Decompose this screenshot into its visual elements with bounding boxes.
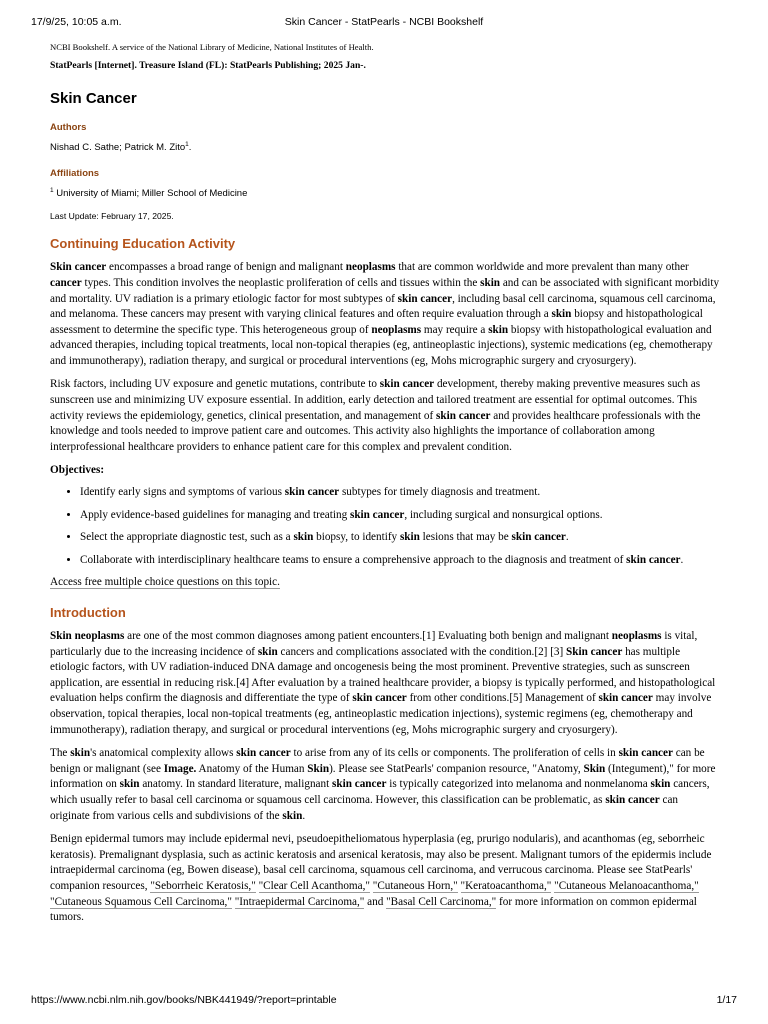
companion-resource-link[interactable]: "Cutaneous Squamous Cell Carcinoma,": [50, 895, 232, 908]
text-run: Benign epidermal tumors may include epidermal nevi, pseudoepitheliomatous hyperplasia (eg, prurigo nodularis), and acanthomas (eg, seborrheic keratosis). Premalignant dysplasia, such as actinic keratosis and arsenical keratosis, may also be present. Malignant tumors of the epidermis include intraepidermal carcinoma (eg, Bowen disease), basal cell carcinoma, squamous cell carcinoma, and verrucous carcinoma. Please see StatPearls' companion resources,: [50, 833, 712, 892]
term-highlight: skin cancer: [332, 778, 387, 791]
text-run: that are common worldwide and more prevalent than many other: [395, 261, 689, 274]
text-run: (Integument)," for more information on: [50, 762, 716, 791]
term-highlight: skin: [488, 323, 509, 336]
objectives-label: Objectives:: [50, 464, 105, 477]
text-run: from other conditions.[5] Management of: [406, 692, 599, 705]
text-run: Risk factors, including UV exposure and genetic mutations, contribute to: [50, 378, 380, 391]
term-highlight: skin cancer: [379, 378, 435, 391]
last-update: Last Update: February 17, 2025.: [50, 211, 174, 222]
term-highlight: skin: [650, 778, 671, 791]
text-run: for more information on common epidermal tumors.: [50, 895, 697, 924]
term-highlight: skin: [551, 308, 572, 321]
text-run: Anatomy of the Human: [196, 762, 308, 775]
intro-heading: Introduction: [50, 605, 126, 620]
term-highlight: skin cancer: [511, 531, 566, 544]
text-run: are one of the most common diagnoses among patient encounters.[1] Evaluating both benign and malignant: [124, 630, 612, 642]
page-title: Skin Cancer: [50, 90, 137, 107]
affiliation-line: [50, 184, 720, 200]
authors-line: [50, 138, 720, 154]
term-highlight: skin cancer: [598, 692, 653, 705]
term-highlight: Skin: [307, 762, 330, 775]
companion-resource-link[interactable]: "Clear Cell Acanthoma,": [258, 879, 370, 892]
objective-item: [80, 553, 720, 569]
text-run: may involve observation, topical therapies, local non-topical treatments (eg, antineoplastic medication injections), systemic regimens (eg, chemotherapy and immunotherapy), radiation therapy, and surgical or procedural interventions (eg, Mohs micrographic surgery and cryosurgery).: [50, 692, 712, 736]
text-run: .: [302, 809, 306, 822]
intro-paragraph-1: [50, 629, 720, 738]
text-run: Select the appropriate diagnostic test, such as a: [80, 531, 294, 544]
text-run: cancers and complications associated with the condition.[2] [3]: [277, 645, 567, 658]
text-run: Identify early signs and symptoms of various: [80, 486, 285, 499]
text-run: has multiple etiologic factors, with UV radiation-induced DNA damage and oncogenesis being the most prominent. Preventive strategies, such as sunscreen application, are essential in reducing risk.[4] After evaluation by a trained healthcare provider, a biopsy is typically performed, and histopathological evaluation helps confirm the diagnosis and differentiate the type of: [50, 645, 716, 705]
term-highlight: Image.: [163, 762, 197, 775]
text-run: can be benign or malignant (see: [50, 747, 705, 775]
term-highlight: skin: [282, 809, 303, 822]
text-run: lesions that may be: [419, 531, 512, 544]
term-highlight: skin cancer: [397, 292, 453, 305]
objective-item: [80, 485, 720, 501]
text-run: .: [565, 531, 569, 544]
page-url: https://www.ncbi.nlm.nih.gov/books/NBK441949/?report=printable: [31, 994, 337, 1006]
text-run: subtypes for timely diagnosis and treatment.: [339, 486, 541, 499]
term-highlight: Skin cancer: [566, 645, 623, 658]
term-highlight: skin cancer: [436, 409, 491, 422]
objective-item: [80, 530, 720, 546]
term-highlight: skin cancer: [236, 747, 291, 760]
print-datetime: 17/9/25, 10:05 a.m.: [31, 16, 122, 28]
bookshelf-line: NCBI Bookshelf. A service of the National Library of Medicine, National Institutes of Health.: [50, 42, 374, 52]
term-highlight: neoplasms: [345, 261, 396, 274]
text-run: to arise from any of its cells or components. The proliferation of cells in: [290, 747, 619, 760]
term-highlight: Skin neoplasms: [50, 630, 125, 642]
authors-label: Authors: [50, 122, 87, 133]
term-highlight: neoplasms: [371, 323, 422, 336]
text-run: and: [364, 895, 387, 908]
mcq-link[interactable]: Access free multiple choice questions on this topic.: [50, 576, 280, 589]
text-run: is typically categorized into melanoma and nonmelanoma: [386, 778, 651, 791]
ce-paragraph-1: [50, 260, 720, 369]
text-run: biopsy with histopathological evaluation and advanced therapies, including topical treatments, local non-topical therapies (eg, antineoplastic injections), systemic medications (eg, chemotherapy and immunotherapy), radiation therapy, and surgical or procedural interventions (eg, Mohs micrographic surgery and cryosurgery).: [50, 323, 713, 367]
companion-resource-link[interactable]: "Cutaneous Horn,": [372, 879, 458, 892]
term-highlight: Skin cancer: [50, 261, 107, 274]
text-run: Apply evidence-based guidelines for managing and treating: [80, 508, 350, 521]
companion-resource-link[interactable]: "Keratoacanthoma,": [460, 879, 552, 892]
text-run: , including basal cell carcinoma, squamous cell carcinoma, and melanoma. These cancers may present with varying clinical features and often require evaluation through a: [50, 292, 716, 321]
text-run: biopsy and histopathological assessment to determine the specific type. This heterogeneous group of: [50, 308, 703, 336]
text-run: can originate from various cells and subdivisions of the: [50, 793, 679, 822]
term-highlight: Skin: [583, 762, 606, 775]
term-highlight: skin: [480, 276, 501, 289]
text-run: anatomy. In standard literature, malignant: [139, 778, 333, 791]
objectives-list: [50, 485, 720, 568]
objective-item: [80, 508, 720, 524]
text-run: and can be associated with significant morbidity and mortality. UV radiation is a primary etiologic factor for most subtypes of: [50, 276, 720, 305]
term-highlight: cancer: [50, 276, 82, 289]
term-highlight: skin cancer: [626, 553, 681, 566]
text-run: Collaborate with interdisciplinary healthcare teams to ensure a comprehensive approach to the diagnosis and treatment of: [80, 553, 627, 566]
mcq-paragraph: [50, 575, 720, 591]
term-highlight: skin cancer: [352, 692, 407, 705]
text-run: , including surgical and nonsurgical options.: [404, 508, 603, 521]
text-run: types. This condition involves the neoplastic proliferation of cells and tissues within the: [81, 276, 481, 289]
author-trail: .: [188, 142, 192, 154]
text-run: development, thereby making preventive measures such as sunscreen use and minimizing UV exposure essential. In addition, early detection and tailored treatment are essential for optimal outcomes. This activity reviews the epidemiology, genetics, clinical presentation, and management of: [50, 378, 701, 422]
page-number: 1/17: [716, 994, 737, 1006]
text-run: cancers, which usually refer to basal cell carcinoma or squamous cell carcinoma. However, this classification can be problematic, as: [50, 778, 710, 806]
print-title: Skin Cancer - StatPearls - NCBI Bookshelf: [284, 16, 484, 28]
text-run: may require a: [421, 323, 489, 336]
companion-resource-link[interactable]: "Seborrheic Keratosis,": [150, 879, 256, 892]
companion-resource-link[interactable]: "Cutaneous Melanoacanthoma,": [554, 879, 699, 892]
author-affil-sup: 1: [185, 141, 189, 148]
term-highlight: skin: [399, 531, 420, 544]
text-run: ). Please see StatPearls' companion resource, "Anatomy,: [329, 762, 584, 775]
intro-paragraph-2: [50, 746, 720, 824]
term-highlight: skin cancer: [349, 508, 405, 521]
text-run: encompasses a broad range of benign and malignant: [106, 261, 346, 274]
affiliation-text: University of Miami; Miller School of Medicine: [56, 188, 248, 200]
publisher-line: StatPearls [Internet]. Treasure Island (FL): StatPearls Publishing; 2025 Jan-.: [50, 60, 366, 71]
term-highlight: skin: [70, 747, 91, 760]
ce-heading: Continuing Education Activity: [50, 236, 236, 252]
companion-resource-link[interactable]: "Intraepidermal Carcinoma,": [234, 895, 365, 908]
term-highlight: skin: [257, 645, 278, 658]
term-highlight: skin cancer: [618, 747, 673, 760]
text-run: .: [680, 553, 684, 566]
term-highlight: neoplasms: [611, 630, 662, 642]
author-names[interactable]: Nishad C. Sathe; Patrick M. Zito: [50, 142, 186, 154]
ce-paragraph-2: [50, 377, 720, 455]
text-run: 's anatomical complexity allows: [90, 747, 237, 760]
text-run: The: [50, 747, 71, 760]
intro-paragraph-3: [50, 832, 720, 926]
article: [50, 41, 720, 926]
term-highlight: skin: [119, 778, 140, 791]
term-highlight: skin cancer: [605, 793, 660, 806]
affiliation-sup: 1: [50, 187, 54, 195]
text-run: and provides healthcare professionals with the knowledge and tools needed to improve patient care and outcomes. This activity also highlights the importance of collaboration among interprofessional healthcare providers to enhance patient care for this complex and prevalent condition.: [50, 409, 701, 453]
text-run: is vital, particularly due to the increasing incidence of: [50, 630, 698, 658]
text-run: biopsy, to identify: [313, 531, 400, 544]
affiliations-label: Affiliations: [50, 168, 100, 180]
term-highlight: skin cancer: [284, 486, 340, 499]
companion-resource-link[interactable]: "Basal Cell Carcinoma,": [386, 895, 497, 908]
term-highlight: skin: [293, 531, 314, 544]
